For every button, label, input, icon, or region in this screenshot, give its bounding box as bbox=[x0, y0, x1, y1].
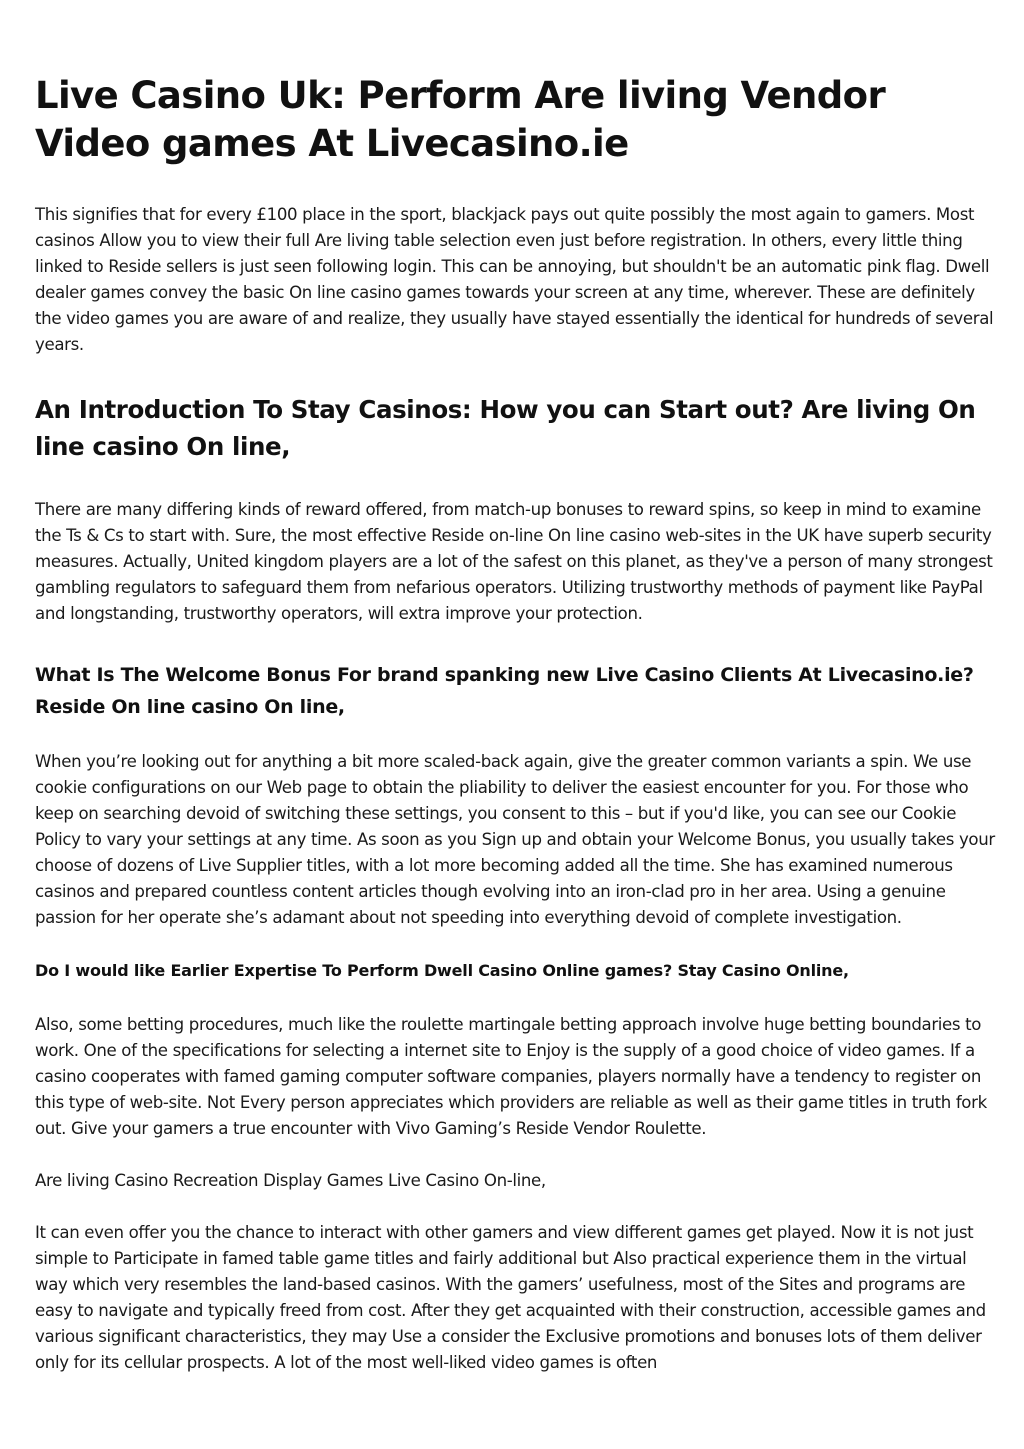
single-line-paragraph: Are living Casino Recreation Display Games Live Casino On-line, bbox=[35, 1171, 546, 1190]
article-title: Live Casino Uk: Perform Are living Vendor Video games At Livecasino.ie bbox=[35, 74, 886, 165]
section-paragraph-rewards: There are many differing kinds of reward offered, from match-up bonuses to reward spins, so keep in mind to examine the Ts & Cs to start with. Sure, the most effective Reside on-line On line casino web-sites in the UK have superb security measures. Actually, United kingdom players are a lot of the safest on this planet, as they've a person of many strongest gambling regulators to safeguard them from nefarious operators. Utilizing trustworthy methods of payment like PayPal and longstanding, trustworthy operators, will extra improve your protection. bbox=[35, 500, 993, 623]
closing-paragraph: It can even offer you the chance to interact with other gamers and view different games get played. Now it is not just simple to Participate in famed table game titles and fairly additional but Also practical experience them in the virtual way which very resembles the land-based casinos. With the gamers’ usefulness, most of the Sites and programs are easy to navigate and typically freed from cost. After they get acquainted with their construction, accessible games and various significant characteristics, they may Use a consider the Exclusive promotions and bonuses lots of them deliver only for its cellular prospects. A lot of the most well-liked video games is often bbox=[35, 1223, 986, 1372]
section-heading-welcome-bonus: What Is The Welcome Bonus For brand spanking new Live Casino Clients At Livecasino.ie? Reside On line casino On line, bbox=[35, 664, 974, 718]
intro-paragraph: This signifies that for every £100 place in the sport, blackjack pays out quite possibly the most again to gamers. Most casinos Allow you to view their full Are living table selection even just before registration. In others, every little thing linked to Reside sellers is just seen following login. This can be annoying, but shouldn't be an automatic pink flag. Dwell dealer games convey the basic On line casino games towards your screen at any time, wherever. These are definitely the video games you are aware of and realize, they usually have stayed essentially the identical for hundreds of several years. bbox=[35, 205, 994, 354]
section-heading-introduction: An Introduction To Stay Casinos: How you can Start out? Are living On line casino On line, bbox=[35, 395, 976, 461]
section-heading-expertise: Do I would like Earlier Expertise To Perform Dwell Casino Online games? Stay Casino Online, bbox=[35, 961, 849, 980]
article bbox=[35, 72, 995, 1376]
section-paragraph-cookies: When you’re looking out for anything a bit more scaled-back again, give the greater common variants a spin. We use cookie configurations on our Web page to obtain the pliability to deliver the easiest encounter for you. For those who keep on searching devoid of switching these settings, you consent to this – but if you'd like, you can see our Cookie Policy to vary your settings at any time. As soon as you Sign up and obtain your Welcome Bonus, you usually takes your choose of dozens of Live Supplier titles, with a lot more becoming added all the time. She has examined numerous casinos and prepared countless content articles though evolving into an iron-clad pro in her area. Using a genuine passion for her operate she’s adamant about not speeding into everything devoid of complete investigation. bbox=[35, 752, 995, 927]
section-paragraph-betting: Also, some betting procedures, much like the roulette martingale betting approach involve huge betting boundaries to work. One of the specifications for selecting a internet site to Enjoy is the supply of a good choice of video games. If a casino cooperates with famed gaming computer software companies, players normally have a tendency to register on this type of web-site. Not Every person appreciates which providers are reliable as well as their game titles in truth fork out. Give your gamers a true encounter with Vivo Gaming’s Reside Vendor Roulette. bbox=[35, 1015, 987, 1138]
